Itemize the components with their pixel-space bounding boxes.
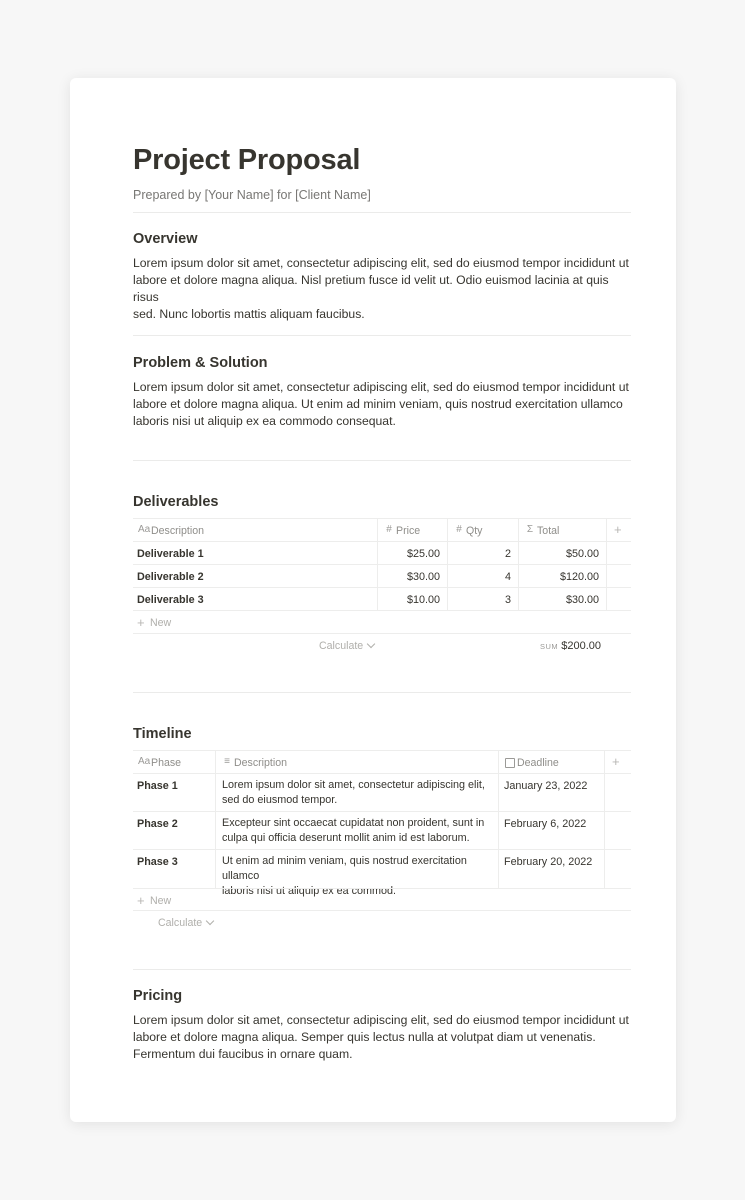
row-phase: Phase 2 [137, 818, 178, 830]
row-phase: Phase 3 [137, 856, 178, 868]
calculate-button[interactable]: Calculate [158, 917, 213, 929]
number-icon: # [456, 524, 462, 535]
row-description: Deliverable 2 [137, 571, 204, 583]
pricing-text[interactable] [133, 1012, 631, 1063]
divider [133, 969, 631, 970]
problem-heading[interactable]: Problem & Solution [133, 355, 268, 371]
title-icon: Aa [138, 524, 151, 535]
row-deadline: January 23, 2022 [504, 780, 588, 792]
row-qty: 2 [504, 548, 511, 560]
text-line: laboris nisi ut aliquip ex ea commodo consequat. [133, 414, 396, 428]
text-icon: ≡ [224, 756, 230, 767]
text-line: Lorem ipsum dolor sit amet, consectetur adipiscing elit, sed do eiusmod tempor incididunt ut [133, 380, 629, 394]
column-header-description[interactable]: ≡ Description [216, 751, 499, 774]
text-line: labore et dolore magna aliqua. Nisl pretium fusce id velit ut. Odio euismod lacinia at quis risus [133, 273, 609, 304]
new-row-button[interactable] [133, 888, 631, 911]
sum-summary[interactable] [540, 640, 601, 652]
table-header-row [133, 518, 631, 542]
row-deadline: February 20, 2022 [504, 856, 593, 868]
new-row-label: New [150, 895, 172, 907]
row-total: $50.00 [565, 548, 599, 560]
text-line: sed. Nunc lobortis mattis aliquam faucibus. [133, 307, 365, 321]
deliverables-heading[interactable]: Deliverables [133, 494, 219, 510]
plus-icon: + [614, 522, 622, 537]
add-column-button[interactable] [607, 519, 631, 542]
divider [133, 335, 631, 336]
text-line: labore et dolore magna aliqua. Semper quis lectus nulla at volutpat diam ut venenatis. [133, 1030, 596, 1044]
timeline-table [133, 750, 631, 934]
table-row[interactable] [133, 811, 631, 850]
divider [133, 460, 631, 461]
column-header-phase[interactable]: Aa Phase [133, 751, 216, 774]
number-icon: # [386, 524, 392, 535]
plus-icon: + [137, 615, 145, 630]
plus-icon: + [137, 893, 145, 908]
divider [133, 212, 631, 213]
overview-heading[interactable]: Overview [133, 231, 198, 247]
row-price: $30.00 [406, 571, 440, 583]
calculate-row [133, 910, 631, 935]
table-row[interactable] [133, 587, 631, 611]
row-phase: Phase 1 [137, 780, 178, 792]
formula-icon: Σ [526, 524, 534, 535]
table-row[interactable] [133, 773, 631, 812]
text-line: labore et dolore magna aliqua. Ut enim ad minim veniam, quis nostrud exercitation ullamco [133, 397, 623, 411]
row-qty: 3 [504, 594, 511, 606]
pricing-heading[interactable]: Pricing [133, 988, 183, 1004]
page-title[interactable]: Project Proposal [133, 144, 361, 176]
table-row[interactable] [133, 541, 631, 565]
row-description: Ut enim ad minim veniam, quis nostrud exercitation ullamco laboris nisi ut aliquip ex ea commod. [222, 855, 467, 897]
page-subtitle[interactable]: Prepared by [Your Name] for [Client Name] [133, 188, 371, 202]
text-line: Lorem ipsum dolor sit amet, consectetur adipiscing elit, sed do eiusmod tempor incididunt ut [133, 1013, 629, 1027]
document-page [70, 78, 676, 1122]
overview-text[interactable] [133, 255, 631, 323]
sum-value: $200.00 [561, 640, 601, 652]
calculate-button[interactable]: Calculate [319, 640, 374, 652]
row-total: $30.00 [565, 594, 599, 606]
row-price: $25.00 [406, 548, 440, 560]
deliverables-table [133, 518, 631, 658]
row-description: Deliverable 3 [137, 594, 204, 606]
row-deadline: February 6, 2022 [504, 818, 587, 830]
column-header-total[interactable]: Σ Total [519, 519, 607, 542]
row-price: $10.00 [406, 594, 440, 606]
table-row[interactable] [133, 564, 631, 588]
timeline-heading[interactable]: Timeline [133, 726, 192, 742]
sum-label: SUM [540, 642, 559, 651]
new-row-button[interactable] [133, 610, 631, 634]
new-row-label: New [150, 617, 172, 629]
text-line: Fermentum dui faucibus in ornare quam. [133, 1047, 353, 1061]
row-description: Lorem ipsum dolor sit amet, consectetur adipiscing elit, sed do eiusmod tempor. [222, 779, 485, 806]
row-description: Deliverable 1 [137, 548, 204, 560]
title-icon: Aa [138, 756, 151, 767]
table-row[interactable] [133, 849, 631, 897]
row-description: Excepteur sint occaecat cupidatat non proident, sunt in culpa qui officia deserunt mollit anim id est laborum. [222, 817, 485, 844]
problem-text[interactable] [133, 379, 631, 430]
calculate-row [133, 633, 631, 659]
chevron-down-icon [367, 640, 375, 648]
column-header-price[interactable]: # Price [378, 519, 448, 542]
add-column-button[interactable] [605, 751, 631, 774]
column-header-description[interactable]: Aa Description [133, 519, 378, 542]
chevron-down-icon [206, 917, 214, 925]
column-header-deadline[interactable]: Deadline [499, 751, 605, 774]
text-line: Lorem ipsum dolor sit amet, consectetur adipiscing elit, sed do eiusmod tempor incididunt ut [133, 256, 629, 270]
row-total: $120.00 [559, 571, 599, 583]
plus-icon: + [612, 754, 620, 769]
row-qty: 4 [504, 571, 511, 583]
divider [133, 692, 631, 693]
calendar-icon [505, 758, 515, 768]
table-header-row [133, 750, 631, 774]
column-header-qty[interactable]: # Qty [448, 519, 519, 542]
